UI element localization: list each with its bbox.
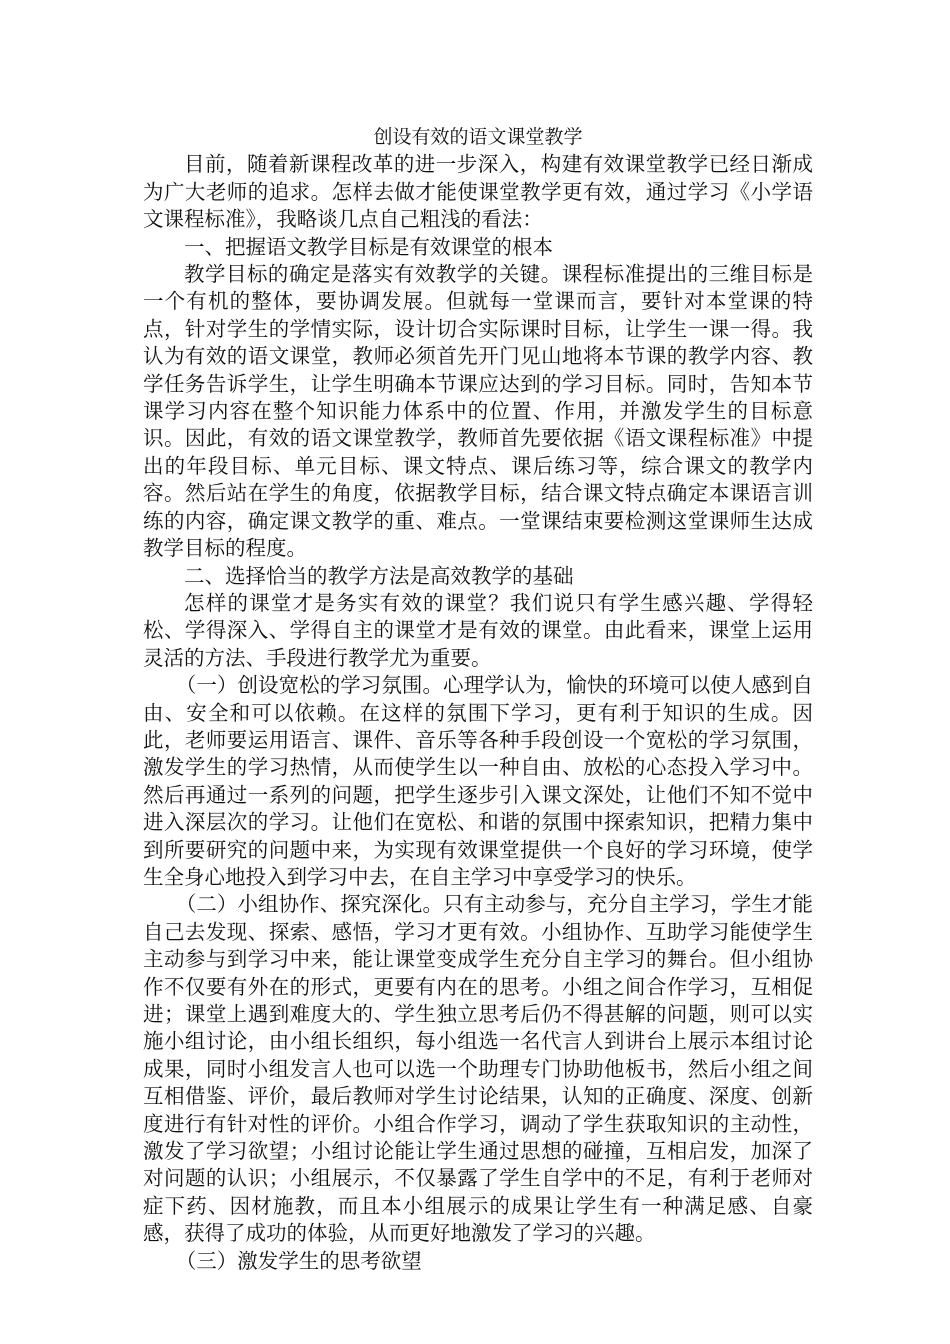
intro-paragraph: 目前，随着新课程改革的进一步深入，构建有效课堂教学已经日渐成为广大老师的追求。怎样去做才能使课堂教学更有效，通过学习《小学语文课程标准》，我略谈几点自己粗浅的看法： — [143, 152, 813, 232]
section-2-heading: 二、选择恰当的教学方法是高效教学的基础 — [184, 563, 574, 588]
section-2-paragraph: 怎样的课堂才是务实有效的课堂？我们说只有学生感兴趣、学得轻松、学得深入、学得自主的课堂才是有效的课堂。由此看来，课堂上运用灵活的方法、手段进行教学尤为重要。 — [143, 590, 813, 670]
section-2-item-3: （三）激发学生的思考欲望 — [175, 1248, 422, 1273]
section-1-paragraph: 教学目标的确定是落实有效教学的关键。课程标准提出的三维目标是一个有机的整体，要协调发展。但就每一堂课而言，要针对本堂课的特点，针对学生的学情实际，设计切合实际课时目标，让学生一课一得。我认为有效的语文课堂，教师必须首先开门见山地将本节课的教学内容、教学任务告诉学生，让学生明确本节课应达到的学习目标。同时，告知本节课学习内容在整个知识能力体系中的位置、作用，并激发学生的目标意识。因此，有效的语文课堂教学，教师首先要依据《语文课程标准》中提出的年段目标、单元目标、课文特点、课后练习等，综合课文的教学内容。然后站在学生的角度，依据教学目标，结合课文特点确定本课语言训练的内容，确定课文教学的重、难点。一堂课结束要检测这堂课师生达成教学目标的程度。 — [143, 262, 813, 561]
document-title: 创设有效的语文课堂教学 — [373, 126, 583, 148]
section-1-heading: 一、把握语文教学目标是有效课堂的根本 — [184, 234, 553, 259]
section-2-item-1: （一）创设宽松的学习氛围。心理学认为，愉快的环境可以使人感到自由、安全和可以依赖。在这样的氛围下学习，更有利于知识的生成。因此，老师要运用语言、课件、音乐等各种手段创设一个宽松的学习氛围，激发学生的学习热情，从而使学生以一种自由、放松的心态投入学习中。然后再通过一系列的问题，把学生逐步引入课文深处，让他们不知不觉中进入深层次的学习。让他们在宽松、和谐的氛围中探索知识，把精力集中到所要研究的问题中来，为实现有效课堂提供一个良好的学习环境，使学生全身心地投入到学习中去，在自主学习中享受学习的快乐。 — [143, 673, 813, 889]
document-body — [143, 124, 813, 1275]
section-2-item-2: （二）小组协作、探究深化。只有主动参与，充分自主学习，学生才能自己去发现、探索、感悟，学习才更有效。小组协作、互助学习能使学生主动参与到学习中来，能让课堂变成学生充分自主学习的舞台。但小组协作不仅要有外在的形式，更要有内在的思考。小组之间合作学习，互相促进；课堂上遇到难度大的、学生独立思考后仍不得甚解的问题，则可以实施小组讨论，由小组长组织，每小组选一名代言人到讲台上展示本组讨论成果，同时小组发言人也可以选一个助理专门协助他板书，然后小组之间互相借鉴、评价，最后教师对学生讨论结果，认知的正确度、深度、创新度进行有针对性的评价。小组合作学习，调动了学生获取知识的主动性，激发了学习欲望；小组讨论能让学生通过思想的碰撞，互相启发，加深了对问题的认识；小组展示，不仅暴露了学生自学中的不足，有利于老师对症下药、因材施教，而且本小组展示的成果让学生有一种满足感、自豪感，获得了成功的体验，从而更好地激发了学习的兴趣。 — [143, 892, 813, 1246]
